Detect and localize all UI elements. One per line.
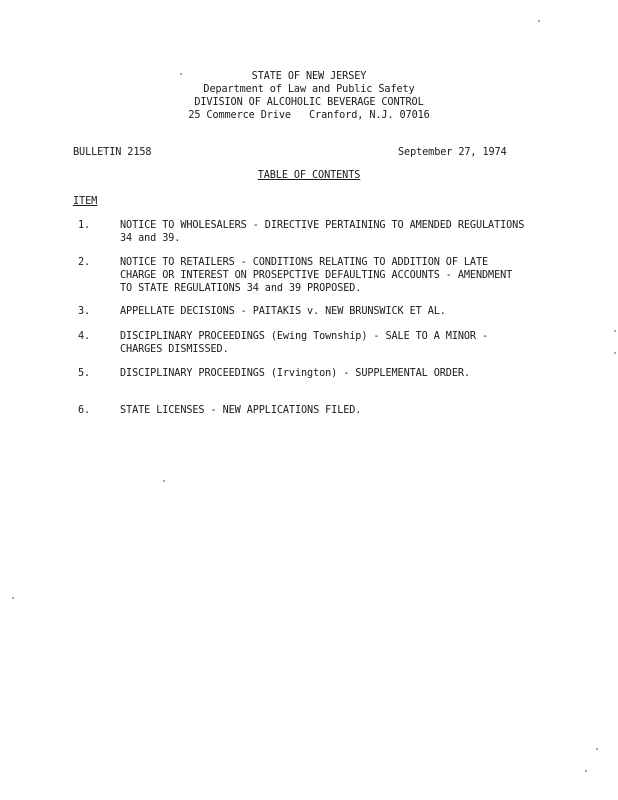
item-5-number: 5. (78, 368, 91, 379)
item-2-line-3: TO STATE REGULATIONS 34 and 39 PROPOSED. (120, 283, 362, 294)
scan-speck (163, 480, 165, 482)
item-4-number: 4. (78, 331, 91, 342)
item-4-line-2: CHARGES DISMISSED. (120, 344, 229, 355)
bulletin-number: BULLETIN 2158 (73, 147, 152, 158)
item-1-line-1: NOTICE TO WHOLESALERS - DIRECTIVE PERTAINING TO AMENDED REGULATIONS (120, 220, 525, 231)
item-2-number: 2. (78, 257, 91, 268)
item-1-number: 1. (78, 220, 91, 231)
item-6-number: 6. (78, 405, 91, 416)
item-3-line-1: APPELLATE DECISIONS - PAITAKIS v. NEW BRUNSWICK ET AL. (120, 306, 446, 317)
header-department: Department of Law and Public Safety (203, 84, 415, 95)
scan-speck (12, 597, 14, 599)
item-4-line-1: DISCIPLINARY PROCEEDINGS (Ewing Township) - SALE TO A MINOR - (120, 331, 489, 342)
item-heading: ITEM (73, 196, 98, 207)
scan-speck (585, 770, 587, 772)
bulletin-date: September 27, 1974 (398, 147, 507, 158)
header-address: 25 Commerce Drive Cranford, N.J. 07016 (188, 110, 430, 121)
header-division: DIVISION OF ALCOHOLIC BEVERAGE CONTROL (194, 97, 424, 108)
item-3-number: 3. (78, 306, 91, 317)
item-5-line-1: DISCIPLINARY PROCEEDINGS (Irvington) - SUPPLEMENTAL ORDER. (120, 368, 470, 379)
scan-speck (538, 20, 540, 22)
table-of-contents-title: TABLE OF CONTENTS (257, 170, 361, 181)
item-2-line-2: CHARGE OR INTEREST ON PROSEPCTIVE DEFAULTING ACCOUNTS - AMENDMENT (120, 270, 513, 281)
item-2-line-1: NOTICE TO RETAILERS - CONDITIONS RELATING TO ADDITION OF LATE (120, 257, 489, 268)
scan-speck (614, 352, 616, 354)
scan-speck (614, 330, 616, 332)
item-1-line-2: 34 and 39. (120, 233, 181, 244)
scan-speck (596, 748, 598, 750)
header-state: STATE OF NEW JERSEY (251, 71, 367, 82)
item-6-line-1: STATE LICENSES - NEW APPLICATIONS FILED. (120, 405, 362, 416)
scan-speck (180, 73, 182, 75)
